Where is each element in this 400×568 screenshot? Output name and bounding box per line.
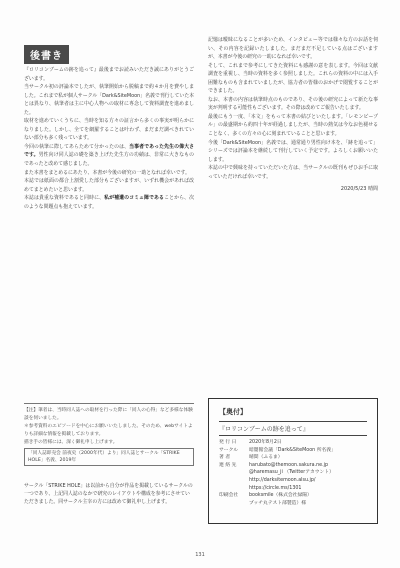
colophon-row <box>219 492 367 500</box>
colophon-row <box>219 500 367 508</box>
colophon-row <box>219 485 367 493</box>
citation-box: 「同人誌即売会 前夜史（2000年代）より」同人誌とサークル「STRIKE HOLE」名義、2019年 <box>24 448 194 466</box>
paragraph: そして、これまで参考にしてきた資料にも感謝の意を表します。今回は文献調査を重視し、当時の資料を多く参照しました。これらの資料の中には入手困難なものも含まれていましたが、協力者の皆様のおかげで閲覧することができました。 <box>208 62 378 95</box>
colophon-value: プッチ丸テスト部製造）様 <box>249 500 307 506</box>
colophon-title: 【奥付】 <box>219 408 247 416</box>
colophon-key <box>219 469 249 477</box>
colophon-row <box>219 454 367 462</box>
colophon-key: 連 絡 先 <box>219 462 237 468</box>
highlighted-text: 私が補遺のコミュ障である <box>104 195 165 202</box>
section-heading: 後書き <box>24 45 69 64</box>
note-line: 描き手の皆様には、深く御礼申し上げます。 <box>24 440 118 445</box>
right-column <box>208 36 378 192</box>
page-number: 131 <box>195 552 205 558</box>
paragraph: 当サークル初の評論本でしたが、執筆開始から脱稿まで約４か月を費やしました。これまで私が個人サークル「Dark&SiteMoon」名義で刊行していた本とは異なり、執筆者は主に中心人物への取材に専念して資料調査を進めました。 <box>24 84 195 116</box>
colophon-row <box>219 439 367 447</box>
colophon-box <box>208 398 378 524</box>
paragraph-text: ことから、次のような問題点も抱えています。 <box>24 195 194 210</box>
colophon-value: 晴間（ふるま） <box>249 455 283 461</box>
paragraph: 本誌では紙面の都合上割愛した部分もございますが、いずれ機会があれば改めてまとめたいと思います。 <box>24 178 194 193</box>
colophon-key: 発 行 日 <box>219 440 237 445</box>
colophon-row <box>219 477 367 485</box>
colophon-key: サークル <box>219 447 239 453</box>
paragraph: 記憶は曖昧になることが多いため、インタビュー等では様々な方のお話を伺い、その内容を記録いたしました。まだまだ不足している点はございますが、本書が今後の研究の一助になれば幸いです。 <box>208 37 378 61</box>
paragraph-text: 本誌は貴重な資料であると同時に、 <box>24 195 105 202</box>
paragraph <box>24 194 194 211</box>
paragraph: また本書をまとめるにあたり、本書が今後の研究の一助となれば幸いです。 <box>24 169 190 176</box>
colophon-key: 印刷会社 <box>219 493 239 499</box>
highlighted-text: 当事者であった先生の偉大さです。 <box>24 143 194 159</box>
paragraph: 最後にもう一度、「本文」をもって本書の結びといたします。「レモンピープル」の最盛期から約四十年が経過しましたが、当時の熱気は今なお色褪せることなく、多くの方々の心に刻まれていることと思います。 <box>208 113 378 138</box>
colophon-value: booksmile（株式会社緑陽） <box>249 493 312 499</box>
paragraph: 取材を進めていくうちに、当時を知る方々の証言から多くの事実が明らかになりました。しかし、全てを網羅することは叶わず、まだまだ調べきれていない部分も多く残っています。 <box>24 118 194 142</box>
paragraph: 本誌の中で興味を持っていただいた方は、当サークルの既刊もぜひお手に取っていただければ幸いです。 <box>208 165 378 180</box>
paragraph-text: 今回の執筆に際してあらためて分かったのは、 <box>24 143 130 150</box>
paragraph: 今後「Dark&SiteMoon」名義では、通常通り男性向け本を、「跡を追って」シリーズでは評論本を継続して刊行していく予定です。よろしくお願いいたします。 <box>208 139 378 163</box>
note-line: 【注】筆者は、当時同人誌への取材を行った際に「同人の心得」など多様な体験談を伺いました。 <box>24 408 193 421</box>
colophon-book-title: 『ロリコンブームの跡を追って』 <box>219 421 367 436</box>
paragraph <box>24 143 194 169</box>
colophon-value: http://darksitemoon.alsu.jp/ <box>249 477 316 483</box>
colophon-value: https://circle.ms/1301 <box>249 485 302 491</box>
left-column <box>24 66 194 211</box>
colophon-value: @haremasu_ji （Twitterアカウント） <box>249 470 334 476</box>
paragraph-text: 男性向け同人誌の礎を築き上げた先生方の功績は、非常に大きなものであったと改めて感じました。 <box>24 152 194 168</box>
date-signature: 2020/5/23 晴間 <box>340 186 378 193</box>
left-bottom-paragraph: サークル「STRIKE HOLE」は以前から自分が作品を掲載しているサークルの一つであり、上記同人誌のなかで研究のレイアウトや構成を参考にさせていただきました。同サークル主宰の方には改めて御礼申し上げます。 <box>24 483 193 506</box>
colophon-row <box>219 469 367 477</box>
note-line: ＊参考資料のエピソードを中心にお願いいたしました。そのため、webサイトよりも詳細な情報を掲載しております。 <box>24 424 193 437</box>
colophon-key <box>219 485 249 493</box>
colophon-row <box>219 447 367 455</box>
colophon-value: 暗闇館会議「Dark&SiteMoon 所名義」 <box>249 447 336 453</box>
colophon-key: 著 者 <box>219 455 231 461</box>
colophon-key <box>219 500 249 508</box>
colophon-row <box>219 462 367 470</box>
blockquote-note <box>24 403 194 466</box>
colophon-key <box>219 477 249 485</box>
paragraph: なお、本書の内容は執筆時点のものであり、その後の研究によって新たな事実が判明する可能性もございます。その際は改めてご報告いたします。 <box>208 96 378 112</box>
colophon-value: harubato@themoon.sakura.ne.jp <box>249 462 329 468</box>
paragraph: 『ロリコンブームの跡を追って』最後までお読みいただき誠にありがとうございます。 <box>24 67 194 82</box>
colophon-value: 2020年8月2日 <box>249 440 282 445</box>
